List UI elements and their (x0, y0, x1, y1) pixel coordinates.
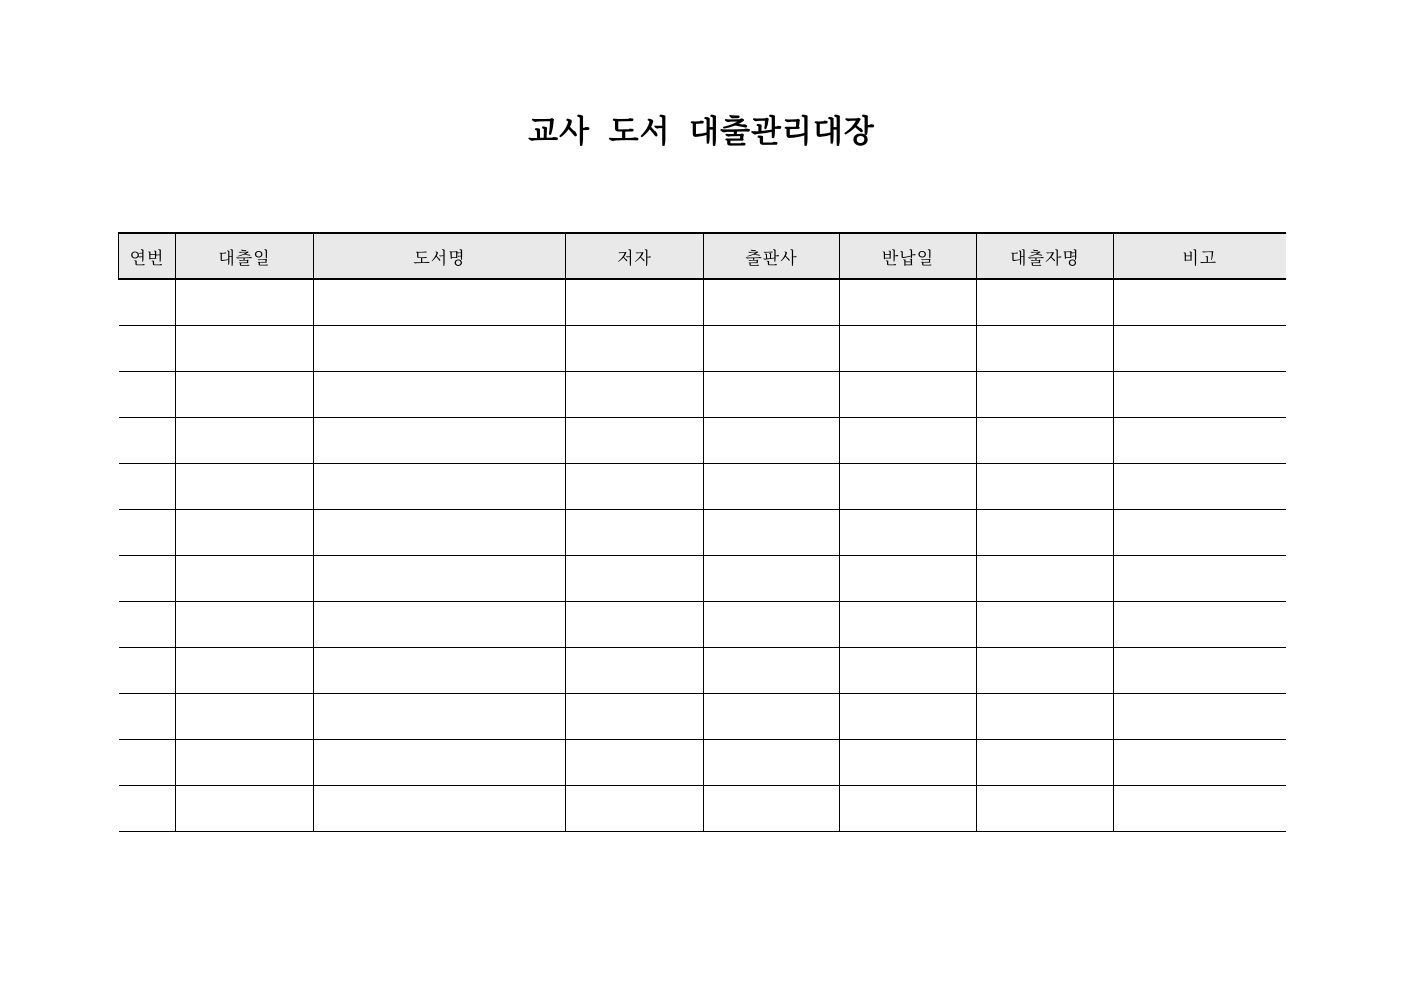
table-cell-note[interactable] (1114, 464, 1286, 510)
table-cell-note[interactable] (1114, 602, 1286, 648)
table-cell-publisher[interactable] (704, 326, 840, 372)
col-header-book-title: 도서명 (314, 233, 566, 279)
table-cell-note[interactable] (1114, 556, 1286, 602)
table-cell-borrower-name[interactable] (977, 279, 1114, 326)
table-cell-return-date[interactable] (840, 372, 977, 418)
table-cell-author[interactable] (566, 556, 704, 602)
table-row (119, 418, 1286, 464)
table-cell-note[interactable] (1114, 694, 1286, 740)
table-cell-return-date[interactable] (840, 464, 977, 510)
table-cell-note[interactable] (1114, 326, 1286, 372)
col-header-author: 저자 (566, 233, 704, 279)
table-cell-book-title[interactable] (314, 694, 566, 740)
table-cell-author[interactable] (566, 648, 704, 694)
table-cell-publisher[interactable] (704, 556, 840, 602)
table-cell-note[interactable] (1114, 510, 1286, 556)
table-cell-note[interactable] (1114, 740, 1286, 786)
table-cell-seq[interactable] (119, 602, 176, 648)
table-cell-publisher[interactable] (704, 510, 840, 556)
table-cell-author[interactable] (566, 372, 704, 418)
table-cell-loan-date[interactable] (176, 418, 314, 464)
table-cell-borrower-name[interactable] (977, 464, 1114, 510)
table-cell-seq[interactable] (119, 418, 176, 464)
table-cell-loan-date[interactable] (176, 510, 314, 556)
table-cell-author[interactable] (566, 740, 704, 786)
table-cell-loan-date[interactable] (176, 648, 314, 694)
table-cell-loan-date[interactable] (176, 602, 314, 648)
table-row (119, 279, 1286, 326)
table-cell-book-title[interactable] (314, 326, 566, 372)
table-cell-note[interactable] (1114, 648, 1286, 694)
table-cell-loan-date[interactable] (176, 694, 314, 740)
table-cell-loan-date[interactable] (176, 464, 314, 510)
table-cell-publisher[interactable] (704, 372, 840, 418)
table-cell-publisher[interactable] (704, 740, 840, 786)
table-cell-book-title[interactable] (314, 279, 566, 326)
table-cell-borrower-name[interactable] (977, 372, 1114, 418)
table-row (119, 602, 1286, 648)
table-cell-note[interactable] (1114, 279, 1286, 326)
table-header-row (119, 233, 1286, 279)
table-cell-publisher[interactable] (704, 418, 840, 464)
col-header-borrower-name: 대출자명 (977, 233, 1114, 279)
table-cell-loan-date[interactable] (176, 279, 314, 326)
table-cell-borrower-name[interactable] (977, 556, 1114, 602)
table-cell-return-date[interactable] (840, 326, 977, 372)
col-header-seq: 연번 (119, 233, 176, 279)
table-cell-author[interactable] (566, 602, 704, 648)
table-cell-seq[interactable] (119, 786, 176, 832)
table-cell-return-date[interactable] (840, 694, 977, 740)
table-cell-note[interactable] (1114, 418, 1286, 464)
table-cell-loan-date[interactable] (176, 326, 314, 372)
col-header-loan-date: 대출일 (176, 233, 314, 279)
table-cell-author[interactable] (566, 326, 704, 372)
table-cell-publisher[interactable] (704, 648, 840, 694)
table-cell-author[interactable] (566, 694, 704, 740)
table-row (119, 648, 1286, 694)
table-cell-borrower-name[interactable] (977, 648, 1114, 694)
table-cell-book-title[interactable] (314, 556, 566, 602)
table-cell-publisher[interactable] (704, 464, 840, 510)
table-cell-note[interactable] (1114, 786, 1286, 832)
table-row (119, 740, 1286, 786)
table-cell-book-title[interactable] (314, 372, 566, 418)
table-cell-book-title[interactable] (314, 510, 566, 556)
table-cell-borrower-name[interactable] (977, 418, 1114, 464)
table-cell-return-date[interactable] (840, 786, 977, 832)
table-cell-seq[interactable] (119, 464, 176, 510)
table-row (119, 326, 1286, 372)
table-row (119, 786, 1286, 832)
table-cell-borrower-name[interactable] (977, 786, 1114, 832)
page-title: 교사 도서 대출관리대장 (528, 114, 875, 149)
table-cell-loan-date[interactable] (176, 372, 314, 418)
table-cell-borrower-name[interactable] (977, 740, 1114, 786)
table-row (119, 694, 1286, 740)
table-cell-return-date[interactable] (840, 279, 977, 326)
table-cell-return-date[interactable] (840, 556, 977, 602)
table-cell-seq[interactable] (119, 372, 176, 418)
col-header-publisher: 출판사 (704, 233, 840, 279)
table-cell-return-date[interactable] (840, 648, 977, 694)
table-cell-author[interactable] (566, 786, 704, 832)
table-cell-borrower-name[interactable] (977, 510, 1114, 556)
table-row (119, 510, 1286, 556)
table-cell-loan-date[interactable] (176, 556, 314, 602)
table-cell-book-title[interactable] (314, 464, 566, 510)
table-cell-loan-date[interactable] (176, 786, 314, 832)
table-row (119, 464, 1286, 510)
table-cell-author[interactable] (566, 464, 704, 510)
table-cell-borrower-name[interactable] (977, 602, 1114, 648)
table-cell-return-date[interactable] (840, 418, 977, 464)
table-cell-book-title[interactable] (314, 740, 566, 786)
table-cell-note[interactable] (1114, 372, 1286, 418)
table-cell-seq[interactable] (119, 326, 176, 372)
table-cell-seq[interactable] (119, 279, 176, 326)
table-cell-return-date[interactable] (840, 602, 977, 648)
table-cell-seq[interactable] (119, 648, 176, 694)
col-header-note: 비고 (1114, 233, 1286, 279)
table-cell-seq[interactable] (119, 556, 176, 602)
table-cell-seq[interactable] (119, 510, 176, 556)
loan-ledger-table (118, 232, 1286, 832)
table-cell-publisher[interactable] (704, 694, 840, 740)
table-cell-borrower-name[interactable] (977, 326, 1114, 372)
table-cell-seq[interactable] (119, 740, 176, 786)
col-header-return-date: 반납일 (840, 233, 977, 279)
table-cell-author[interactable] (566, 279, 704, 326)
table-row (119, 372, 1286, 418)
table-cell-publisher[interactable] (704, 602, 840, 648)
table-cell-return-date[interactable] (840, 740, 977, 786)
table-cell-seq[interactable] (119, 694, 176, 740)
table-cell-book-title[interactable] (314, 602, 566, 648)
table-cell-borrower-name[interactable] (977, 694, 1114, 740)
table-cell-author[interactable] (566, 510, 704, 556)
table-cell-author[interactable] (566, 418, 704, 464)
table-cell-publisher[interactable] (704, 279, 840, 326)
table-cell-return-date[interactable] (840, 510, 977, 556)
table-cell-book-title[interactable] (314, 648, 566, 694)
table-cell-book-title[interactable] (314, 418, 566, 464)
table-cell-publisher[interactable] (704, 786, 840, 832)
table-row (119, 556, 1286, 602)
table-cell-loan-date[interactable] (176, 740, 314, 786)
table-cell-book-title[interactable] (314, 786, 566, 832)
